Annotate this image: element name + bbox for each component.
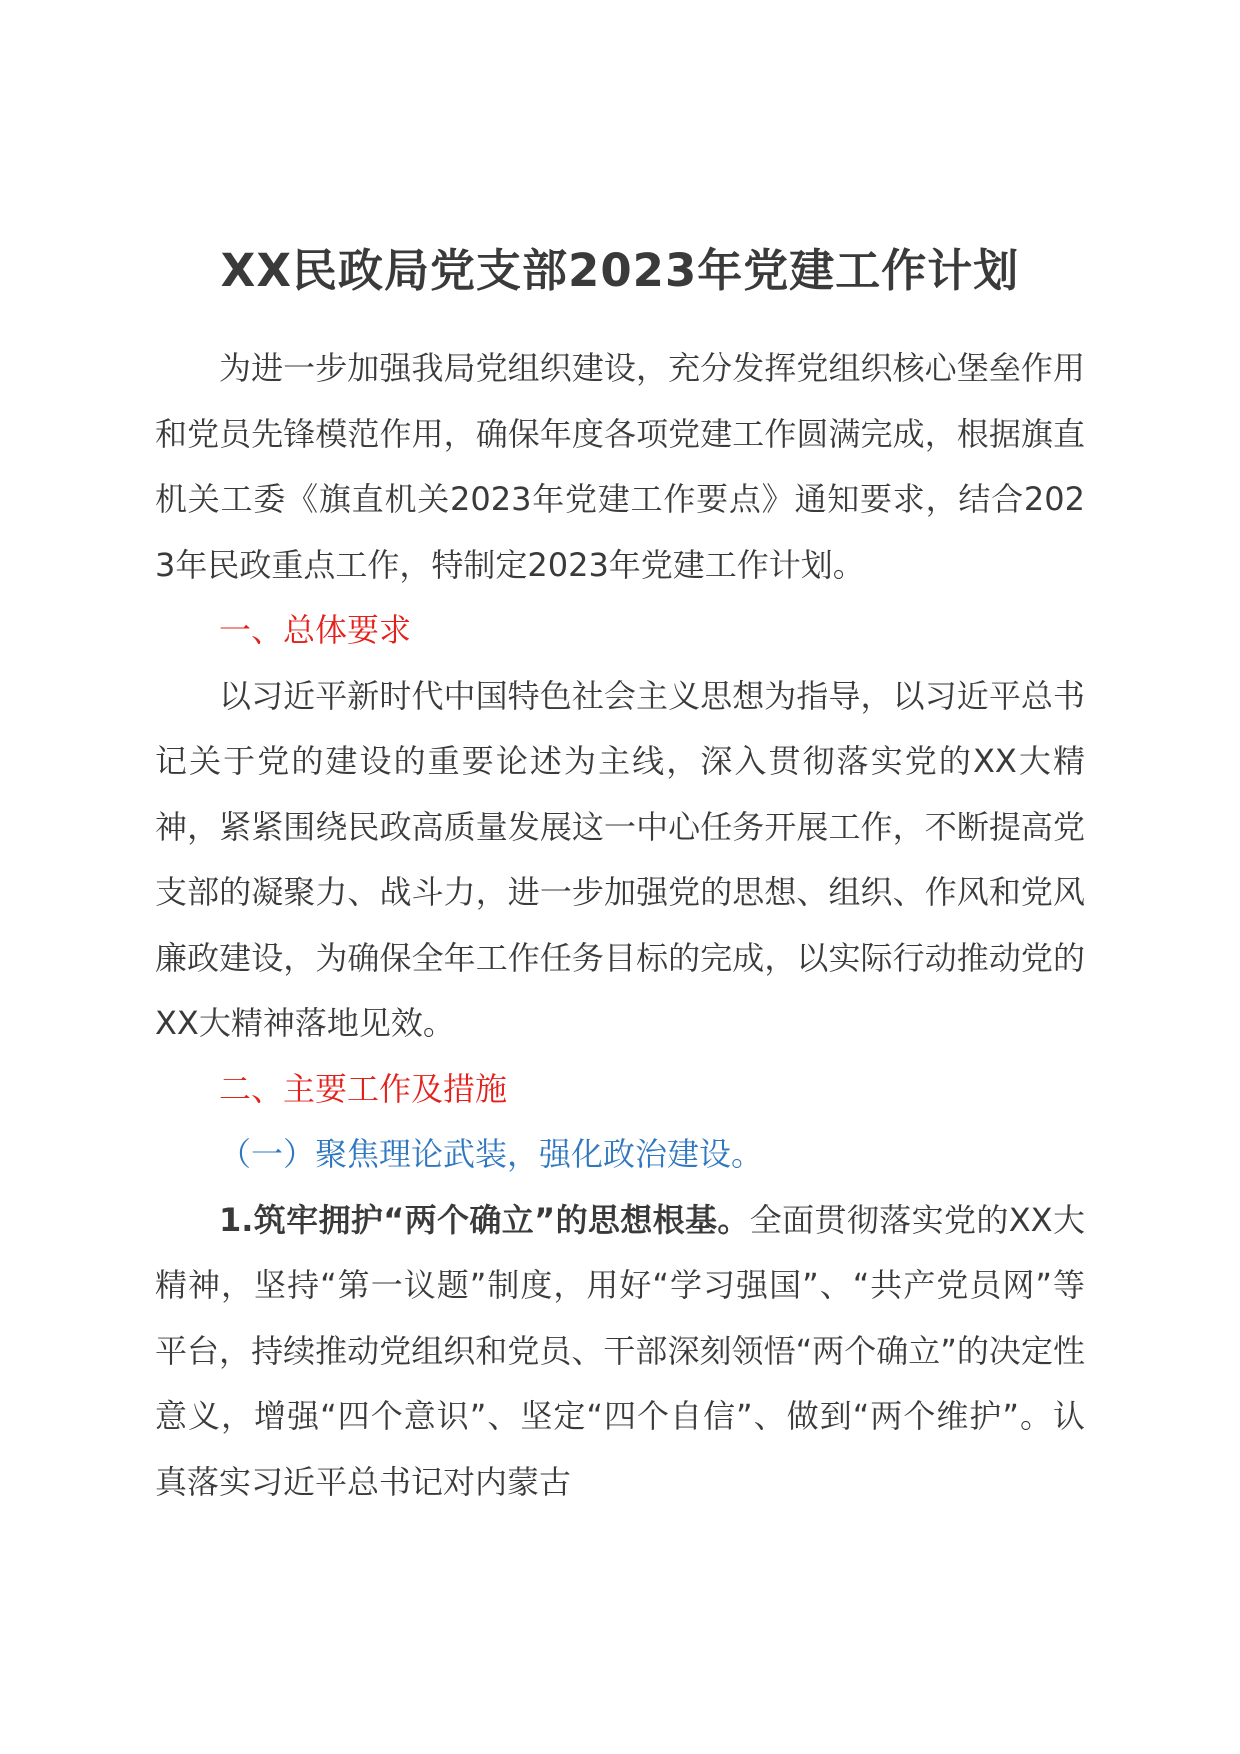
document-title: XX民政局党支部2023年党建工作计划 [220, 244, 1020, 297]
document-body [155, 336, 1085, 1515]
item-1-lead: 1.筑牢拥护“两个确立”的思想根基。 [219, 1200, 750, 1239]
intro-paragraph: 为进一步加强我局党组织建设，充分发挥党组织核心堡垒作用和党员先锋模范作用，确保年度各项党建工作圆满完成，根据旗直机关工委《旗直机关2023年党建工作要点》通知要求，结合2023年民政重点工作，特制定2023年党建工作计划。 [155, 349, 1085, 584]
general-requirements-paragraph: 以习近平新时代中国特色社会主义思想为指导，以习近平总书记关于党的建设的重要论述为主线，深入贯彻落实党的XX大精神，紧紧围绕民政高质量发展这一中心任务开展工作，不断提高党支部的凝聚力、战斗力，进一步加强党的思想、组织、作风和党风廉政建设，为确保全年工作任务目标的完成，以实际行动推动党的XX大精神落地见效。 [155, 676, 1085, 1042]
section-heading-main-work: 二、主要工作及措施 [219, 1069, 508, 1108]
item-1-text: 全面贯彻落实党的XX大精神，坚持“第一议题”制度，用好“学习强国”、“共产党员网”等平台，持续推动党组织和党员、干部深刻领悟“两个确立”的决定性意义，增强“四个意识”、坚定“四个自信”、做到“两个维护”。认真落实习近平总书记对内蒙古 [155, 1200, 1085, 1501]
item-1-paragraph [155, 1188, 1085, 1516]
subsection-heading-theory: （一）聚焦理论武装，强化政治建设。 [219, 1135, 764, 1173]
section-heading-general-requirements: 一、总体要求 [219, 611, 412, 649]
